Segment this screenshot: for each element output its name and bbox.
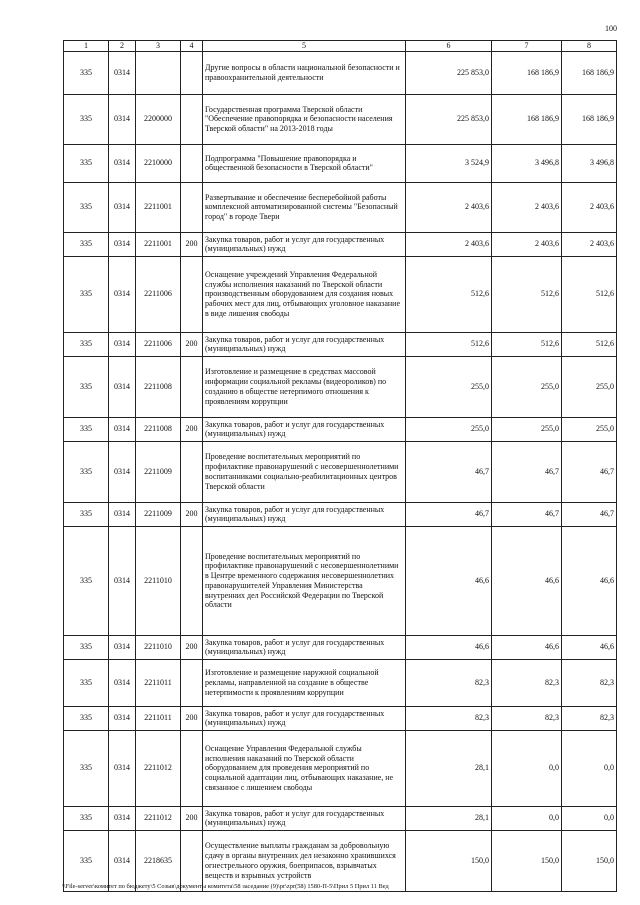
cell-description: Закупка товаров, работ и услуг для государственных (муниципальных) нужд (203, 706, 406, 730)
cell-ministry-code: 335 (64, 94, 109, 144)
cell-amount-col7: 3 496,8 (492, 144, 562, 182)
cell-amount-col7: 46,6 (492, 635, 562, 659)
cell-description: Осуществление выплаты гражданам за добровольную сдачу в органы внутренних дел незаконно хранившихся огнестрельного оружия, боеприпасов, взрывчатых веществ и взрывных устройств (203, 830, 406, 891)
cell-amount-col6: 3 524,9 (406, 144, 492, 182)
cell-amount-col7: 46,7 (492, 502, 562, 526)
cell-target-code: 2211009 (136, 502, 181, 526)
cell-amount-col8: 512,6 (562, 332, 617, 356)
cell-expense-type (181, 182, 203, 232)
cell-ministry-code: 335 (64, 232, 109, 256)
cell-section-code: 0314 (109, 806, 136, 830)
cell-ministry-code: 335 (64, 526, 109, 635)
cell-target-code: 2211012 (136, 730, 181, 806)
cell-amount-col6: 46,6 (406, 526, 492, 635)
cell-ministry-code: 335 (64, 830, 109, 891)
table-row (64, 417, 617, 441)
cell-amount-col7: 255,0 (492, 417, 562, 441)
cell-expense-type (181, 144, 203, 182)
cell-target-code: 2210000 (136, 144, 181, 182)
table-row (64, 526, 617, 635)
cell-description: Оснащение учреждений Управления Федеральной службы исполнения наказаний по Тверской области производственным оборудованием для создания новых рабочих мест для лиц, отбывающих уголовное наказание в виде лишения свободы (203, 256, 406, 332)
cell-amount-col7: 168 186,9 (492, 51, 562, 94)
cell-target-code: 2211009 (136, 441, 181, 502)
cell-amount-col6: 82,3 (406, 659, 492, 706)
cell-description: Закупка товаров, работ и услуг для государственных (муниципальных) нужд (203, 417, 406, 441)
column-header: 6 (406, 41, 492, 52)
cell-ministry-code: 335 (64, 256, 109, 332)
column-header: 1 (64, 41, 109, 52)
cell-section-code: 0314 (109, 356, 136, 417)
cell-amount-col6: 28,1 (406, 730, 492, 806)
cell-section-code: 0314 (109, 526, 136, 635)
cell-amount-col6: 46,7 (406, 441, 492, 502)
budget-table (63, 40, 617, 892)
cell-amount-col6: 46,7 (406, 502, 492, 526)
cell-section-code: 0314 (109, 232, 136, 256)
cell-expense-type (181, 659, 203, 706)
cell-description: Изготовление и размещение наружной социальной рекламы, направленной на создание в обществе нетерпимости к проявлениям коррупции (203, 659, 406, 706)
cell-target-code: 2218635 (136, 830, 181, 891)
cell-amount-col8: 2 403,6 (562, 182, 617, 232)
cell-description: Подпрограмма "Повышение правопорядка и общественной безопасности в Тверской области" (203, 144, 406, 182)
cell-description: Изготовление и размещение в средствах массовой информации социальной рекламы (видеороликов) по созданию в обществе нетерпимого отношения к проявлениям коррупции (203, 356, 406, 417)
table-row (64, 356, 617, 417)
cell-expense-type: 200 (181, 635, 203, 659)
cell-section-code: 0314 (109, 706, 136, 730)
cell-amount-col6: 2 403,6 (406, 182, 492, 232)
cell-amount-col6: 2 403,6 (406, 232, 492, 256)
cell-amount-col7: 512,6 (492, 332, 562, 356)
cell-amount-col8: 150,0 (562, 830, 617, 891)
cell-amount-col6: 255,0 (406, 356, 492, 417)
cell-target-code: 2211008 (136, 356, 181, 417)
cell-target-code: 2211011 (136, 706, 181, 730)
cell-description: Развертывание и обеспечение бесперебойной работы комплексной автоматизированной системы "Безопасный город" в городе Твери (203, 182, 406, 232)
cell-target-code: 2211001 (136, 182, 181, 232)
cell-ministry-code: 335 (64, 356, 109, 417)
table-row (64, 502, 617, 526)
cell-description: Закупка товаров, работ и услуг для государственных (муниципальных) нужд (203, 635, 406, 659)
column-header: 5 (203, 41, 406, 52)
cell-ministry-code: 335 (64, 182, 109, 232)
cell-expense-type (181, 256, 203, 332)
cell-amount-col7: 46,7 (492, 441, 562, 502)
cell-amount-col6: 82,3 (406, 706, 492, 730)
cell-description: Закупка товаров, работ и услуг для государственных (муниципальных) нужд (203, 232, 406, 256)
cell-amount-col6: 150,0 (406, 830, 492, 891)
cell-amount-col6: 512,6 (406, 332, 492, 356)
page-number: 100 (605, 24, 617, 33)
footer-file-path: \\File-server\комитет по бюджету\5 Созыв\документы комитета\58 заседание (9)\pr\zpr(58) 1580-П-5\Прил 5 Прил 11 Вед (62, 883, 389, 890)
cell-target-code: 2211008 (136, 417, 181, 441)
table-header-row (64, 41, 617, 52)
cell-expense-type (181, 51, 203, 94)
table-row (64, 144, 617, 182)
cell-amount-col8: 46,7 (562, 441, 617, 502)
cell-section-code: 0314 (109, 256, 136, 332)
cell-amount-col8: 46,6 (562, 526, 617, 635)
column-header: 7 (492, 41, 562, 52)
cell-description: Закупка товаров, работ и услуг для государственных (муниципальных) нужд (203, 502, 406, 526)
cell-amount-col6: 28,1 (406, 806, 492, 830)
cell-amount-col7: 2 403,6 (492, 182, 562, 232)
cell-amount-col8: 3 496,8 (562, 144, 617, 182)
cell-description: Государственная программа Тверской области "Обеспечение правопорядка и безопасности населения Тверской области" на 2013-2018 годы (203, 94, 406, 144)
cell-section-code: 0314 (109, 502, 136, 526)
cell-expense-type (181, 441, 203, 502)
cell-amount-col6: 225 853,0 (406, 51, 492, 94)
table-row (64, 332, 617, 356)
cell-section-code: 0314 (109, 730, 136, 806)
cell-amount-col7: 0,0 (492, 806, 562, 830)
cell-ministry-code: 335 (64, 806, 109, 830)
cell-target-code: 2200000 (136, 94, 181, 144)
cell-ministry-code: 335 (64, 144, 109, 182)
cell-amount-col8: 512,6 (562, 256, 617, 332)
cell-amount-col7: 168 186,9 (492, 94, 562, 144)
cell-amount-col6: 225 853,0 (406, 94, 492, 144)
cell-ministry-code: 335 (64, 706, 109, 730)
table-row (64, 706, 617, 730)
cell-amount-col7: 150,0 (492, 830, 562, 891)
cell-description: Проведение воспитательных мероприятий по профилактике правонарушений с несовершеннолетними в Центре временного содержания несовершеннолетних правонарушителей Управления Министерства внутренних дел Российской Федерации по Тверской области (203, 526, 406, 635)
cell-amount-col8: 82,3 (562, 706, 617, 730)
cell-section-code: 0314 (109, 441, 136, 502)
cell-description: Другие вопросы в области национальной безопасности и правоохранительной деятельности (203, 51, 406, 94)
cell-section-code: 0314 (109, 659, 136, 706)
cell-amount-col7: 255,0 (492, 356, 562, 417)
cell-ministry-code: 335 (64, 502, 109, 526)
table-row (64, 730, 617, 806)
cell-description: Оснащение Управления Федеральной службы исполнения наказаний по Тверской области оборудованием для проведения мероприятий по социальной адаптации лиц, отбывающих наказание, не связанное с лишением свободы (203, 730, 406, 806)
table-row (64, 635, 617, 659)
cell-amount-col8: 255,0 (562, 356, 617, 417)
cell-amount-col6: 512,6 (406, 256, 492, 332)
column-header: 2 (109, 41, 136, 52)
cell-expense-type (181, 526, 203, 635)
cell-target-code: 2211006 (136, 256, 181, 332)
column-header: 3 (136, 41, 181, 52)
cell-amount-col8: 168 186,9 (562, 94, 617, 144)
cell-amount-col6: 255,0 (406, 417, 492, 441)
cell-amount-col7: 512,6 (492, 256, 562, 332)
cell-expense-type (181, 730, 203, 806)
table-row (64, 94, 617, 144)
cell-ministry-code: 335 (64, 51, 109, 94)
cell-section-code: 0314 (109, 182, 136, 232)
cell-amount-col8: 255,0 (562, 417, 617, 441)
cell-ministry-code: 335 (64, 417, 109, 441)
cell-ministry-code: 335 (64, 730, 109, 806)
table-row (64, 51, 617, 94)
cell-section-code: 0314 (109, 51, 136, 94)
cell-amount-col7: 82,3 (492, 706, 562, 730)
cell-section-code: 0314 (109, 144, 136, 182)
cell-section-code: 0314 (109, 332, 136, 356)
cell-expense-type: 200 (181, 332, 203, 356)
cell-description: Проведение воспитательных мероприятий по профилактике правонарушений с несовершеннолетними воспитанниками социально-реабилитационных центров Тверской области (203, 441, 406, 502)
cell-section-code: 0314 (109, 635, 136, 659)
cell-target-code: 2211006 (136, 332, 181, 356)
cell-target-code: 2211010 (136, 526, 181, 635)
cell-amount-col8: 2 403,6 (562, 232, 617, 256)
cell-expense-type: 200 (181, 502, 203, 526)
cell-section-code: 0314 (109, 94, 136, 144)
cell-expense-type (181, 356, 203, 417)
cell-section-code: 0314 (109, 830, 136, 891)
cell-ministry-code: 335 (64, 332, 109, 356)
cell-ministry-code: 335 (64, 659, 109, 706)
cell-amount-col8: 46,6 (562, 635, 617, 659)
cell-amount-col8: 46,7 (562, 502, 617, 526)
cell-expense-type: 200 (181, 417, 203, 441)
cell-expense-type (181, 94, 203, 144)
cell-amount-col7: 0,0 (492, 730, 562, 806)
column-header: 4 (181, 41, 203, 52)
cell-target-code: 2211001 (136, 232, 181, 256)
cell-amount-col8: 82,3 (562, 659, 617, 706)
table-row (64, 232, 617, 256)
table-row (64, 441, 617, 502)
cell-amount-col8: 168 186,9 (562, 51, 617, 94)
table-row (64, 256, 617, 332)
cell-description: Закупка товаров, работ и услуг для государственных (муниципальных) нужд (203, 332, 406, 356)
column-header: 8 (562, 41, 617, 52)
cell-amount-col7: 46,6 (492, 526, 562, 635)
cell-amount-col8: 0,0 (562, 806, 617, 830)
cell-amount-col6: 46,6 (406, 635, 492, 659)
cell-target-code: 2211010 (136, 635, 181, 659)
cell-ministry-code: 335 (64, 441, 109, 502)
cell-section-code: 0314 (109, 417, 136, 441)
table-row (64, 806, 617, 830)
cell-expense-type: 200 (181, 706, 203, 730)
cell-target-code: 2211011 (136, 659, 181, 706)
table-row (64, 182, 617, 232)
cell-ministry-code: 335 (64, 635, 109, 659)
cell-expense-type: 200 (181, 232, 203, 256)
table-row (64, 659, 617, 706)
cell-amount-col7: 2 403,6 (492, 232, 562, 256)
cell-expense-type: 200 (181, 806, 203, 830)
cell-description: Закупка товаров, работ и услуг для государственных (муниципальных) нужд (203, 806, 406, 830)
cell-target-code (136, 51, 181, 94)
cell-amount-col7: 82,3 (492, 659, 562, 706)
cell-amount-col8: 0,0 (562, 730, 617, 806)
cell-target-code: 2211012 (136, 806, 181, 830)
